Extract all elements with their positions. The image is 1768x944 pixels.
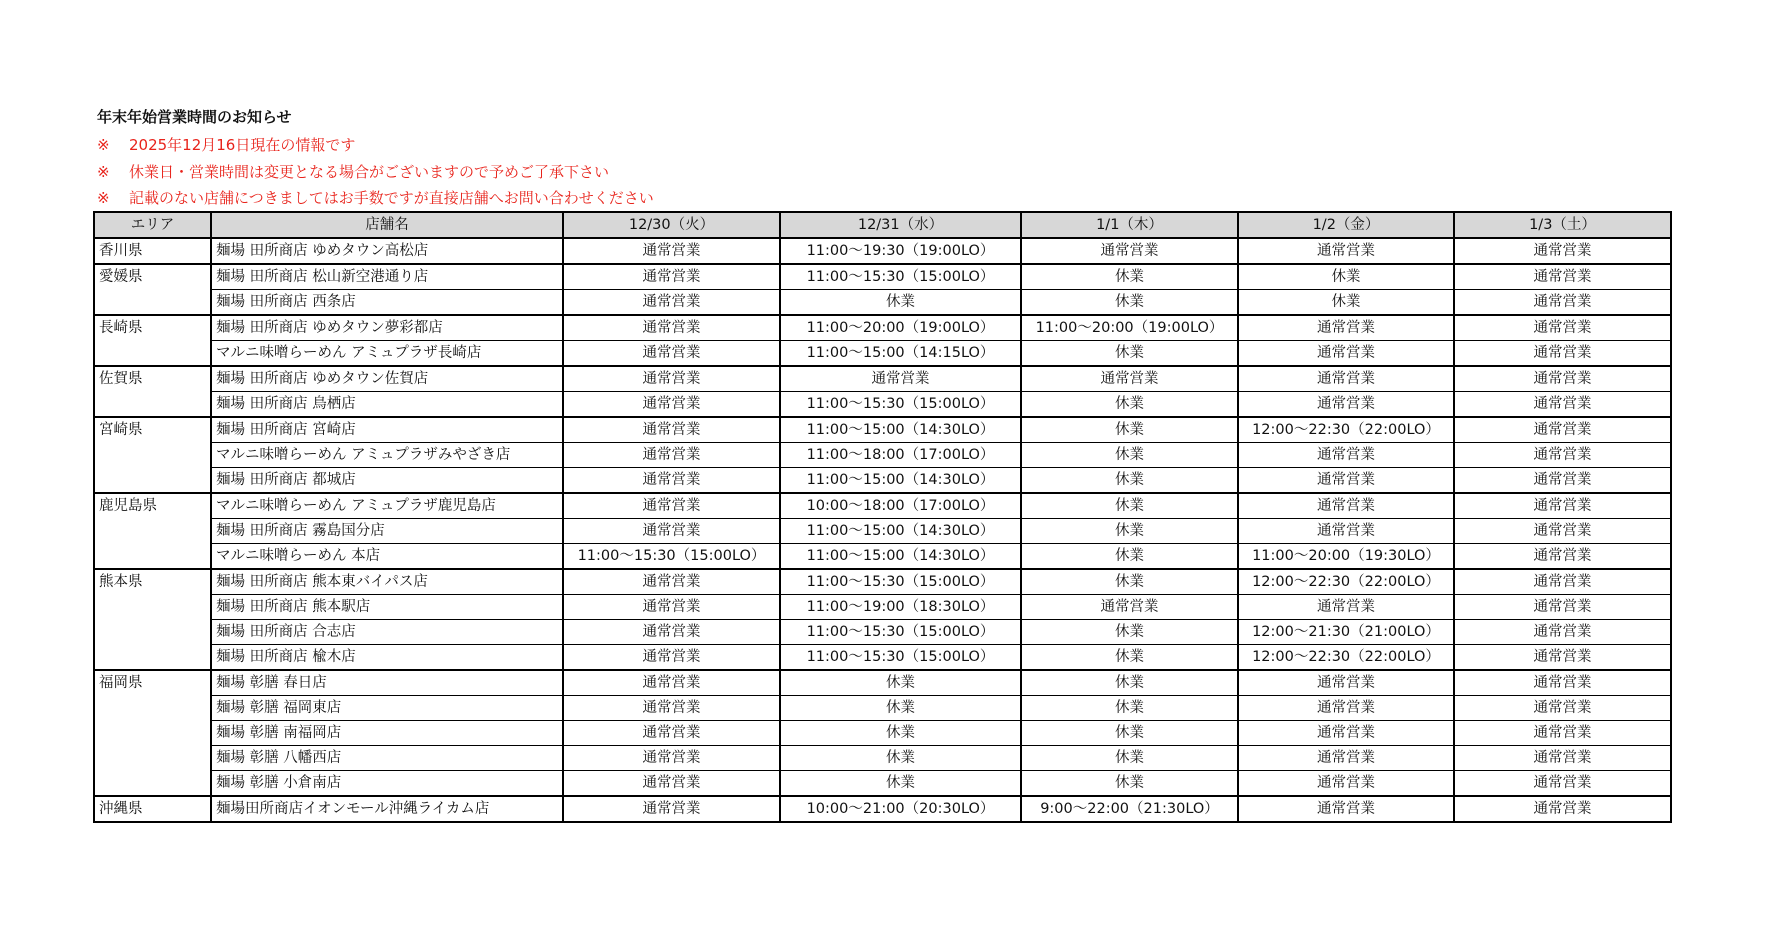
hours-cell: 通常営業 [1454, 696, 1671, 721]
table-row [94, 468, 1671, 494]
hours-cell: 通常営業 [563, 796, 780, 822]
hours-cell: 通常営業 [1238, 341, 1454, 367]
hours-cell: 11:00〜15:00（14:15LO） [780, 341, 1021, 367]
hours-cell: 通常営業 [563, 670, 780, 696]
hours-cell: 通常営業 [563, 620, 780, 645]
area-cell: 沖縄県 [94, 796, 211, 822]
hours-cell: 通常営業 [1238, 595, 1454, 620]
hours-cell: 通常営業 [1454, 595, 1671, 620]
store-name-cell: 麺場 彰膳 南福岡店 [211, 721, 563, 746]
hours-cell: 通常営業 [1454, 238, 1671, 264]
note-contact [97, 188, 654, 208]
hours-cell: 通常営業 [1454, 645, 1671, 671]
note-date [97, 135, 355, 155]
hours-cell: 12:00〜21:30（21:00LO） [1238, 620, 1454, 645]
hours-cell: 休業 [1021, 392, 1238, 418]
table-row [94, 341, 1671, 367]
hours-cell: 9:00〜22:00（21:30LO） [1021, 796, 1238, 822]
hours-cell: 11:00〜15:30（15:00LO） [780, 620, 1021, 645]
hours-cell: 休業 [780, 721, 1021, 746]
table-row [94, 392, 1671, 418]
hours-cell: 通常営業 [563, 238, 780, 264]
hours-cell: 通常営業 [1238, 771, 1454, 797]
hours-cell: 通常営業 [563, 519, 780, 544]
note-mark: ※ [97, 136, 110, 154]
store-name-cell: 麺場 田所商店 楡木店 [211, 645, 563, 671]
hours-cell: 通常営業 [1021, 366, 1238, 392]
hours-cell: 通常営業 [1454, 290, 1671, 316]
hours-cell: 休業 [1021, 620, 1238, 645]
hours-cell: 通常営業 [563, 696, 780, 721]
store-name-cell: マルニ味噌らーめん アミュプラザみやざき店 [211, 443, 563, 468]
store-name-cell: 麺場 田所商店 霧島国分店 [211, 519, 563, 544]
table-row [94, 238, 1671, 264]
note-text: 記載のない店舗につきましてはお手数ですが直接店舗へお問い合わせください [129, 189, 654, 207]
table-row [94, 771, 1671, 797]
hours-cell: 休業 [1021, 264, 1238, 290]
hours-cell: 10:00〜18:00（17:00LO） [780, 493, 1021, 519]
hours-cell: 11:00〜20:00（19:30LO） [1238, 544, 1454, 570]
hours-cell: 通常営業 [563, 468, 780, 494]
hours-cell: 11:00〜15:00（14:30LO） [780, 468, 1021, 494]
note-mark: ※ [97, 189, 110, 207]
hours-cell: 通常営業 [1454, 366, 1671, 392]
store-name-cell: 麺場 田所商店 ゆめタウン夢彩都店 [211, 315, 563, 341]
hours-cell: 休業 [1021, 746, 1238, 771]
hours-cell: 11:00〜15:30（15:00LO） [780, 392, 1021, 418]
table-row [94, 569, 1671, 595]
hours-cell: 通常営業 [1238, 443, 1454, 468]
hours-cell: 休業 [1238, 290, 1454, 316]
hours-cell: 11:00〜20:00（19:00LO） [780, 315, 1021, 341]
hours-cell: 通常営業 [1238, 696, 1454, 721]
store-name-cell: 麺場 田所商店 松山新空港通り店 [211, 264, 563, 290]
hours-cell: 通常営業 [563, 493, 780, 519]
hours-cell: 11:00〜15:00（14:30LO） [780, 417, 1021, 443]
table-row [94, 290, 1671, 316]
hours-cell: 休業 [1021, 721, 1238, 746]
note-text: 休業日・営業時間は変更となる場合がございますので予めご了承下さい [129, 163, 610, 181]
header-date-0103: 1/3（土） [1454, 212, 1671, 238]
hours-cell: 12:00〜22:30（22:00LO） [1238, 645, 1454, 671]
hours-cell: 11:00〜18:00（17:00LO） [780, 443, 1021, 468]
hours-cell: 11:00〜15:00（14:30LO） [780, 544, 1021, 570]
store-name-cell: マルニ味噌らーめん アミュプラザ鹿児島店 [211, 493, 563, 519]
hours-cell: 通常営業 [1238, 721, 1454, 746]
area-cell: 香川県 [94, 238, 211, 264]
header-date-0102: 1/2（金） [1238, 212, 1454, 238]
hours-cell: 休業 [1021, 519, 1238, 544]
header-store: 店舗名 [211, 212, 563, 238]
hours-cell: 通常営業 [1454, 493, 1671, 519]
hours-cell: 通常営業 [563, 569, 780, 595]
hours-cell: 11:00〜15:30（15:00LO） [563, 544, 780, 570]
note-text: 2025年12月16日現在の情報です [129, 136, 356, 154]
note-change [97, 162, 609, 182]
store-name-cell: 麺場 彰膳 小倉南店 [211, 771, 563, 797]
area-cell: 愛媛県 [94, 264, 211, 315]
table-row [94, 721, 1671, 746]
table-row [94, 493, 1671, 519]
hours-cell: 通常営業 [1454, 341, 1671, 367]
hours-cell: 通常営業 [1238, 519, 1454, 544]
hours-cell: 通常営業 [1454, 796, 1671, 822]
header-area: エリア [94, 212, 211, 238]
hours-cell: 通常営業 [1454, 569, 1671, 595]
hours-cell: 休業 [1021, 443, 1238, 468]
page-title: 年末年始営業時間のお知らせ [97, 108, 292, 126]
hours-cell: 通常営業 [563, 771, 780, 797]
header-date-1230: 12/30（火） [563, 212, 780, 238]
table-row [94, 620, 1671, 645]
hours-cell: 休業 [1021, 493, 1238, 519]
hours-cell: 通常営業 [1238, 796, 1454, 822]
hours-cell: 休業 [1021, 670, 1238, 696]
hours-cell: 通常営業 [563, 721, 780, 746]
hours-cell: 休業 [1021, 771, 1238, 797]
store-name-cell: 麺場 田所商店 ゆめタウン高松店 [211, 238, 563, 264]
business-hours-table [93, 211, 1672, 823]
hours-cell: 通常営業 [1454, 443, 1671, 468]
hours-cell: 通常営業 [563, 264, 780, 290]
table-row [94, 746, 1671, 771]
store-name-cell: 麺場 田所商店 鳥栖店 [211, 392, 563, 418]
hours-cell: 11:00〜19:00（18:30LO） [780, 595, 1021, 620]
store-name-cell: 麺場 田所商店 熊本東バイパス店 [211, 569, 563, 595]
area-cell: 宮崎県 [94, 417, 211, 493]
table-header-row [94, 212, 1671, 238]
hours-cell: 休業 [1238, 264, 1454, 290]
hours-cell: 休業 [1021, 341, 1238, 367]
hours-cell: 通常営業 [1454, 771, 1671, 797]
hours-cell: 通常営業 [563, 443, 780, 468]
hours-cell: 通常営業 [1454, 417, 1671, 443]
table-row [94, 366, 1671, 392]
store-name-cell: 麺場 彰膳 八幡西店 [211, 746, 563, 771]
store-name-cell: 麺場 彰膳 福岡東店 [211, 696, 563, 721]
hours-cell: 通常営業 [1021, 595, 1238, 620]
hours-cell: 11:00〜15:30（15:00LO） [780, 264, 1021, 290]
table-row [94, 443, 1671, 468]
header-date-0101: 1/1（木） [1021, 212, 1238, 238]
hours-cell: 通常営業 [1238, 315, 1454, 341]
table-row [94, 645, 1671, 671]
hours-cell: 通常営業 [1454, 519, 1671, 544]
hours-cell: 通常営業 [1454, 670, 1671, 696]
hours-cell: 休業 [1021, 569, 1238, 595]
hours-cell: 通常営業 [563, 645, 780, 671]
hours-cell: 12:00〜22:30（22:00LO） [1238, 417, 1454, 443]
table-row [94, 519, 1671, 544]
hours-cell: 11:00〜15:00（14:30LO） [780, 519, 1021, 544]
hours-cell: 通常営業 [1021, 238, 1238, 264]
hours-cell: 11:00〜20:00（19:00LO） [1021, 315, 1238, 341]
table-row [94, 315, 1671, 341]
hours-cell: 休業 [1021, 645, 1238, 671]
hours-cell: 休業 [780, 290, 1021, 316]
hours-cell: 通常営業 [563, 392, 780, 418]
store-name-cell: マルニ味噌らーめん アミュプラザ長崎店 [211, 341, 563, 367]
area-cell: 福岡県 [94, 670, 211, 796]
hours-cell: 11:00〜19:30（19:00LO） [780, 238, 1021, 264]
store-name-cell: 麺場 田所商店 熊本駅店 [211, 595, 563, 620]
hours-cell: 通常営業 [1454, 620, 1671, 645]
hours-cell: 10:00〜21:00（20:30LO） [780, 796, 1021, 822]
table-body [94, 238, 1671, 822]
table-row [94, 544, 1671, 570]
store-name-cell: 麺場 田所商店 都城店 [211, 468, 563, 494]
hours-cell: 休業 [1021, 544, 1238, 570]
hours-cell: 通常営業 [1454, 264, 1671, 290]
store-name-cell: 麺場 田所商店 合志店 [211, 620, 563, 645]
hours-cell: 通常営業 [1238, 366, 1454, 392]
hours-cell: 通常営業 [1238, 392, 1454, 418]
hours-cell: 通常営業 [780, 366, 1021, 392]
hours-cell: 通常営業 [1238, 238, 1454, 264]
table-row [94, 595, 1671, 620]
hours-cell: 休業 [1021, 417, 1238, 443]
area-cell: 鹿児島県 [94, 493, 211, 569]
hours-cell: 通常営業 [563, 595, 780, 620]
table-row [94, 696, 1671, 721]
hours-cell: 休業 [1021, 468, 1238, 494]
hours-cell: 休業 [780, 746, 1021, 771]
hours-cell: 通常営業 [563, 315, 780, 341]
hours-cell: 通常営業 [1454, 746, 1671, 771]
hours-cell: 休業 [780, 696, 1021, 721]
hours-cell: 通常営業 [1454, 544, 1671, 570]
hours-cell: 通常営業 [1238, 670, 1454, 696]
table-row [94, 417, 1671, 443]
hours-cell: 通常営業 [563, 366, 780, 392]
hours-cell: 通常営業 [1454, 392, 1671, 418]
area-cell: 佐賀県 [94, 366, 211, 417]
hours-cell: 通常営業 [563, 290, 780, 316]
hours-cell: 通常営業 [1238, 493, 1454, 519]
hours-cell: 12:00〜22:30（22:00LO） [1238, 569, 1454, 595]
store-name-cell: 麺場 田所商店 ゆめタウン佐賀店 [211, 366, 563, 392]
area-cell: 熊本県 [94, 569, 211, 670]
hours-cell: 通常営業 [563, 417, 780, 443]
hours-cell: 通常営業 [1454, 468, 1671, 494]
hours-cell: 休業 [780, 771, 1021, 797]
hours-cell: 通常営業 [563, 341, 780, 367]
header-date-1231: 12/31（水） [780, 212, 1021, 238]
hours-cell: 通常営業 [563, 746, 780, 771]
hours-cell: 11:00〜15:30（15:00LO） [780, 569, 1021, 595]
hours-cell: 通常営業 [1238, 468, 1454, 494]
hours-cell: 休業 [1021, 290, 1238, 316]
store-name-cell: 麺場 田所商店 宮崎店 [211, 417, 563, 443]
table-row [94, 796, 1671, 822]
hours-cell: 通常営業 [1454, 721, 1671, 746]
table-row [94, 264, 1671, 290]
hours-cell: 休業 [780, 670, 1021, 696]
store-name-cell: 麺場 彰膳 春日店 [211, 670, 563, 696]
hours-cell: 11:00〜15:30（15:00LO） [780, 645, 1021, 671]
note-mark: ※ [97, 163, 110, 181]
hours-cell: 通常営業 [1238, 746, 1454, 771]
store-name-cell: 麺場田所商店イオンモール沖縄ライカム店 [211, 796, 563, 822]
hours-cell: 通常営業 [1454, 315, 1671, 341]
store-name-cell: マルニ味噌らーめん 本店 [211, 544, 563, 570]
store-name-cell: 麺場 田所商店 西条店 [211, 290, 563, 316]
table-row [94, 670, 1671, 696]
area-cell: 長崎県 [94, 315, 211, 366]
hours-cell: 休業 [1021, 696, 1238, 721]
